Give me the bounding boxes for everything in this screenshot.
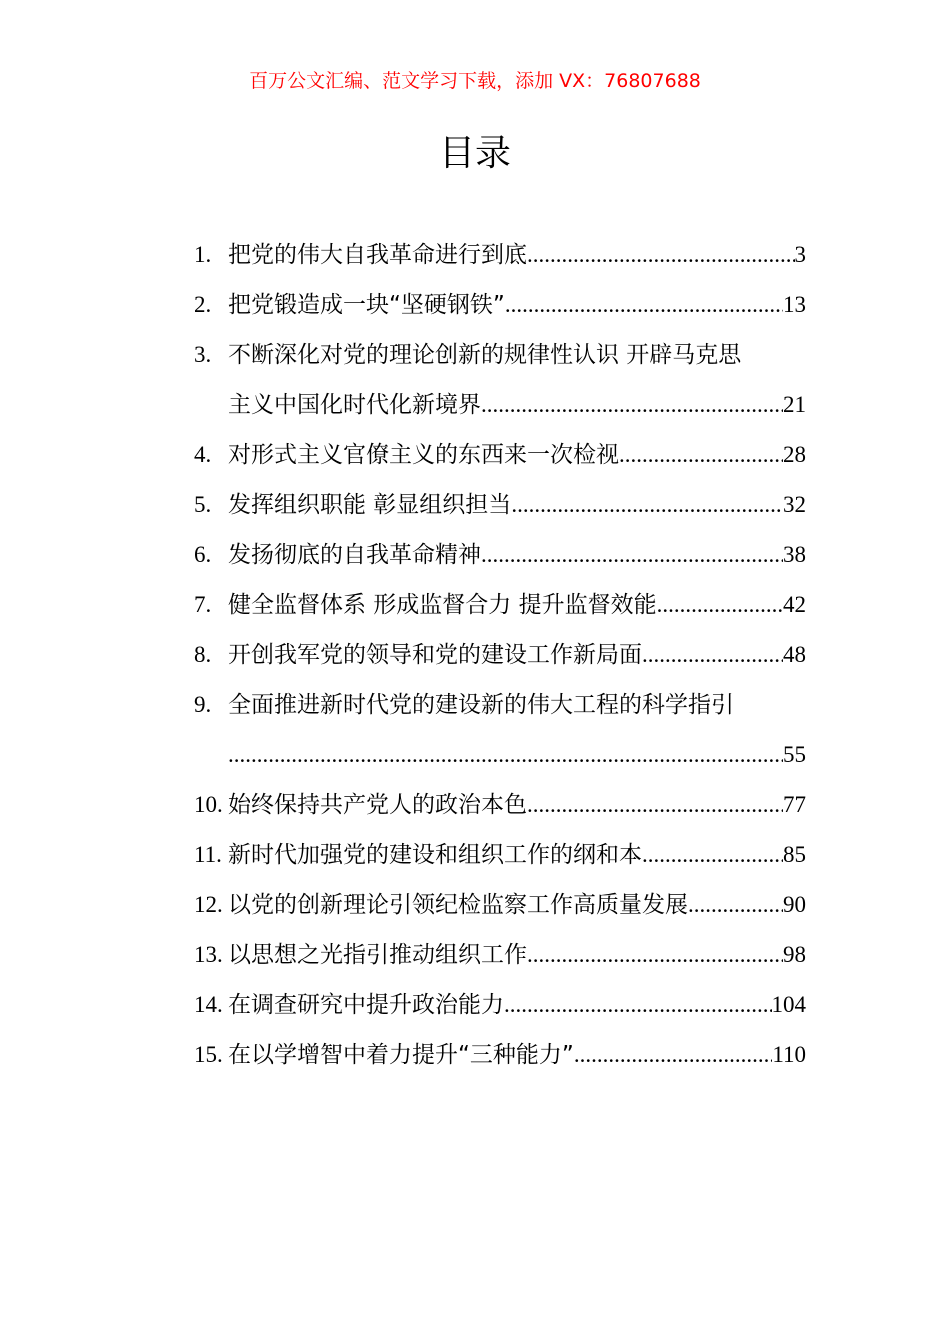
toc-page-number: 13	[783, 292, 806, 317]
toc-entry-line	[194, 929, 806, 979]
toc-page-number: 28	[783, 442, 806, 467]
toc-leader-dots	[688, 890, 783, 920]
toc-entry-title: 主义中国化时代化新境界	[228, 392, 481, 418]
toc-leader-dots	[228, 740, 783, 770]
toc-entry[interactable]	[194, 779, 806, 829]
toc-entry-line	[194, 679, 806, 729]
toc-entry[interactable]	[194, 479, 806, 529]
toc-entry-title: 新时代加强党的建设和组织工作的纲和本	[228, 842, 642, 868]
toc-entry[interactable]	[194, 629, 806, 679]
toc-entry[interactable]	[194, 979, 806, 1029]
toc-leader-dots	[619, 440, 783, 470]
toc-entry-number: 9.	[194, 692, 212, 717]
toc-entry-number: 5.	[194, 492, 212, 517]
toc-entry[interactable]	[194, 579, 806, 629]
toc-leader-dots	[481, 390, 783, 420]
toc-page-number: 55	[783, 742, 806, 767]
toc-entry-number: 1.	[194, 242, 212, 267]
toc-entry[interactable]	[194, 929, 806, 979]
toc-entry[interactable]	[194, 829, 806, 879]
toc-leader-dots	[527, 940, 783, 970]
toc-entry-title: 发挥组织职能 彰显组织担当	[228, 492, 512, 518]
toc-entry-number: 15.	[194, 1042, 223, 1067]
toc-entry-number: 12.	[194, 892, 223, 917]
toc-page-number: 90	[783, 892, 806, 917]
toc-entry-line	[194, 479, 806, 529]
toc-page-number: 98	[783, 942, 806, 967]
toc-leader-dots	[511, 490, 783, 520]
toc-entry-line	[194, 579, 806, 629]
toc-page-number: 110	[772, 1042, 806, 1067]
toc-leader-dots	[657, 590, 783, 620]
toc-page-number: 3	[794, 242, 806, 267]
toc-entry-title: 把党锻造成一块“坚硬钢铁”	[228, 292, 505, 318]
toc-leader-dots	[527, 790, 783, 820]
toc-entry-continuation	[194, 729, 806, 779]
toc-entry-line	[194, 829, 806, 879]
toc-entry-title: 始终保持共产党人的政治本色	[228, 792, 527, 818]
toc-entry-number: 14.	[194, 992, 223, 1017]
toc-entry-line	[194, 779, 806, 829]
toc-page-number: 42	[783, 592, 806, 617]
toc-page-number: 38	[783, 542, 806, 567]
toc-entry-number: 7.	[194, 592, 212, 617]
toc-entry[interactable]	[194, 529, 806, 579]
toc-entry-title: 健全监督体系 形成监督合力 提升监督效能	[228, 592, 657, 618]
toc-entry[interactable]	[194, 1029, 806, 1079]
toc-entry-title: 发扬彻底的自我革命精神	[228, 542, 481, 568]
toc-entry[interactable]	[194, 329, 806, 429]
toc-page-number: 32	[783, 492, 806, 517]
toc-entry-title: 对形式主义官僚主义的东西来一次检视	[228, 442, 619, 468]
toc-entry[interactable]	[194, 279, 806, 329]
toc-entry-title: 开创我军党的领导和党的建设工作新局面	[228, 642, 642, 668]
toc-page-number: 85	[783, 842, 806, 867]
toc-entry-number: 6.	[194, 542, 212, 567]
toc-entry-number: 3.	[194, 342, 212, 367]
toc-leader-dots	[574, 1040, 773, 1070]
toc-entry[interactable]	[194, 679, 806, 779]
toc-entry-number: 8.	[194, 642, 212, 667]
page-title: 目录	[438, 133, 511, 174]
toc-entry-line	[194, 229, 806, 279]
toc-entry-number: 13.	[194, 942, 223, 967]
toc-page-number: 48	[783, 642, 806, 667]
toc-leader-dots	[504, 990, 772, 1020]
toc-entry-title: 把党的伟大自我革命进行到底	[228, 242, 527, 268]
toc-entry-title: 在调查研究中提升政治能力	[228, 992, 504, 1018]
toc-entry-line	[194, 1029, 806, 1079]
toc-entry-number: 11.	[194, 842, 222, 867]
toc-entry-line	[194, 629, 806, 679]
toc-entry-line	[194, 429, 806, 479]
toc-entry-line	[194, 279, 806, 329]
toc-leader-dots	[527, 240, 795, 270]
toc-entry-line	[194, 329, 806, 379]
toc-entry[interactable]	[194, 229, 806, 279]
toc-entry[interactable]	[194, 429, 806, 479]
toc-page-number: 104	[771, 992, 806, 1017]
toc-page-number: 77	[783, 792, 806, 817]
toc-entry-line	[194, 879, 806, 929]
toc-leader-dots	[505, 290, 783, 320]
toc-leader-dots	[642, 640, 783, 670]
toc-entry-number: 4.	[194, 442, 212, 467]
toc-entry-line	[194, 529, 806, 579]
toc-entry-title: 以党的创新理论引领纪检监察工作高质量发展	[228, 892, 688, 918]
table-of-contents	[194, 229, 806, 1079]
toc-entry-continuation	[194, 379, 806, 429]
promo-header: 百万公文汇编、范文学习下载，添加 VX：76807688	[249, 70, 701, 92]
toc-leader-dots	[481, 540, 783, 570]
toc-entry-title: 不断深化对党的理论创新的规律性认识 开辟马克思	[228, 342, 742, 368]
toc-entry-number: 10.	[194, 792, 223, 817]
toc-entry-title: 在以学增智中着力提升“三种能力”	[228, 1042, 574, 1068]
toc-entry-title: 以思想之光指引推动组织工作	[228, 942, 527, 968]
toc-entry-line	[194, 979, 806, 1029]
toc-leader-dots	[642, 840, 783, 870]
toc-page-number: 21	[783, 392, 806, 417]
toc-entry-title: 全面推进新时代党的建设新的伟大工程的科学指引	[228, 692, 734, 718]
toc-entry-number: 2.	[194, 292, 212, 317]
toc-entry[interactable]	[194, 879, 806, 929]
